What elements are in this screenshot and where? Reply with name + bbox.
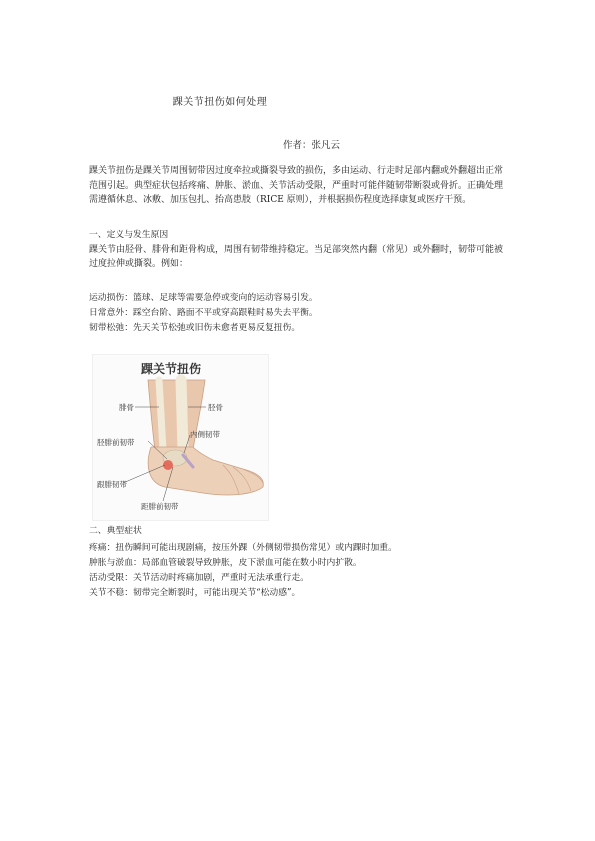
label-tibia: 胫骨 bbox=[208, 403, 223, 412]
ankle-anatomy-figure bbox=[92, 354, 269, 521]
cause-item-sports: 运动损伤：篮球、足球等需要急停或变向的运动容易引发。 bbox=[89, 293, 318, 303]
label-fibula: 腓骨 bbox=[119, 403, 134, 412]
section1-paragraph: 踝关节由胫骨、腓骨和距骨构成，周围有韧带维持稳定。当足部突然内翻（常见）或外翻时，韧带可能被过度拉伸或撕裂。例如： bbox=[89, 245, 504, 269]
document-title: 踝关节扭伤如何处理 bbox=[172, 97, 268, 108]
symptom-item-limited-motion: 活动受限：关节活动时疼痛加剧，严重时无法承重行走。 bbox=[89, 573, 309, 583]
symptom-item-instability: 关节不稳：韧带完全断裂时，可能出现关节“松动感”。 bbox=[89, 588, 301, 598]
label-tibiofibular-ligament: 胫腓前韧带 bbox=[97, 438, 135, 447]
section2-heading: 二、典型症状 bbox=[89, 526, 142, 536]
symptom-item-swelling: 肿胀与淤血：局部血管破裂导致肿胀，皮下淤血可能在数小时内扩散。 bbox=[89, 558, 362, 568]
cause-item-daily: 日常意外：踩空台阶、路面不平或穿高跟鞋时易失去平衡。 bbox=[89, 308, 318, 318]
symptom-item-pain: 疼痛：扭伤瞬间可能出现剧痛，按压外踝（外侧韧带损伤常见）或内踝时加重。 bbox=[89, 543, 397, 553]
cause-item-laxity: 韧带松弛：先天关节松弛或旧伤未愈者更易反复扭伤。 bbox=[89, 323, 301, 333]
label-calcaneofibular-ligament: 跟腓韧带 bbox=[97, 480, 127, 489]
label-medial-ligament: 内侧韧带 bbox=[190, 430, 220, 439]
author-line: 作者：张凡云 bbox=[283, 140, 341, 151]
intro-paragraph: 踝关节扭伤是踝关节周围韧带因过度牵拉或撕裂导致的损伤，多由运动、行走时足部内翻或外翻超出正常范围引起。典型症状包括疼痛、肿胀、淤血、关节活动受限，严重时可能伴随韧带断裂或骨折。正确处理需遵循休息、冰敷、加压包扎、抬高患肢（RICE 原则），并根据损伤程度选择康复或医疗干预。 bbox=[89, 166, 504, 205]
label-talofibular-ligament: 距腓前韧带 bbox=[141, 502, 179, 511]
section1-heading: 一、定义与发生原因 bbox=[89, 230, 169, 240]
figure-title: 踝关节扭伤 bbox=[141, 362, 202, 376]
